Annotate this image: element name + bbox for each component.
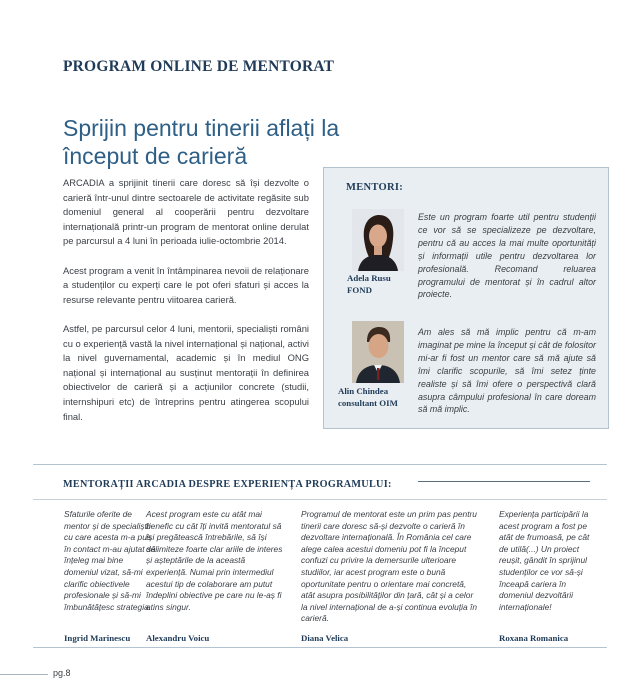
page-headline [63, 114, 383, 170]
divider [33, 499, 607, 500]
mentor-photo [352, 209, 404, 271]
testimonial [146, 509, 284, 643]
testimonial-author: Diana Velica [301, 633, 349, 643]
mentor-name-line: Alin Chindea [338, 386, 389, 396]
testimonial-text: Experiența participării la acest program a fost pe atât de frumoasă, pe cât de utilă(...) Un proiect reușit, gândit în sprijinul studenților ce vor să-și înceapă cariera în domeniul dezvoltării internaționale! [499, 509, 590, 612]
man-portrait-icon [352, 321, 404, 383]
testimonial-author: Roxana Romanica [499, 633, 569, 643]
mentor-quote: Am ales să mă implic pentru că m-am imaginat pe mine la început și cât de folositor mi-ar fi fost un mentor care să mă ajute să îmi clarific scopurile, să îmi setez ținte realiste și să îmi ofere o perspectivă clară asupra câmpului profesional în care doream să mă implic. [418, 327, 596, 415]
testimonial-text: Sfaturile oferite de mentor și de specialiștii cu care acesta m-a pus în contact m-au ajutat să înțeleg mai bine domeniul vizat, să-mi clarific obiectivele profesionale și să-mi îmbunătățesc strategia. [64, 509, 156, 612]
mentor-quote: Este un program foarte util pentru studenții ce vor să se specializeze pe dezvoltare, pentru că au acces la mai multe oportunități și informații utile pentru dezvoltarea lor profesională. Recomand reluarea programului de mentorat și în cadrul altor proiecte. [418, 212, 596, 300]
headline-line-2: început de carieră [63, 143, 248, 169]
mentor-name [347, 272, 391, 296]
footer-rule [0, 674, 48, 675]
testimonial-author: Alexandru Voicu [146, 633, 210, 643]
testimonial-text: Programul de mentorat este un prim pas pentru tinerii care doresc să-și dezvolte o carieră în dezvoltare internațională. În România cel care alege calea acestui domeniu pot fi la început confuzi cu privire la demersurile ulterioare studiilor, iar acest program este o bună oportunitate pentru o orientare mai concretă, atât asupra posibilităților din țară, cât și a celor la nivel internațional de a-și continua evoluția în carieră. [301, 509, 477, 624]
intro-paragraph: Acest program a venit în întâmpinarea nevoii de relaționare a studenților cu experți care le pot oferi sfaturi și acces la resurse relevante pentru viitoarea carieră. [63, 264, 309, 305]
mentor-card [342, 206, 598, 316]
intro-paragraph: Astfel, pe parcursul celor 4 luni, mentorii, specialiști români cu o experiență vastă la nivel internațional și național, activi la nivel guvernamental, academic și în mediul ONG național și internațional au susținut mentorații în definirea obiectivelor de carieră și a acțiunilor concrete (studii, internshipuri etc) de întreprins pentru atingerea scopului final. [63, 322, 309, 422]
mentor-name [338, 385, 398, 409]
testimonial [301, 509, 479, 643]
woman-portrait-icon [352, 209, 404, 271]
mentor-photo [352, 321, 404, 383]
headline-line-1: Sprijin pentru tinerii aflați la [63, 115, 340, 141]
testimonial [64, 509, 156, 643]
testimonial [499, 509, 595, 643]
mentees-box [33, 464, 607, 648]
testimonial-text: Acest program este cu atât mai benefic cu cât îți invită mentoratul să își pregătească întrebările, să își delimiteze foarte clar ariile de interes și așteptările de la această experiență. Numai prin intermediul acestui tip de colaborare am putut îndeplini obiective pe care nu le-aș fi atins singur. [146, 509, 283, 612]
intro-text [63, 176, 309, 439]
mentor-affiliation: consultant OIM [338, 398, 398, 408]
mentors-heading: MENTORI: [346, 182, 404, 193]
mentor-affiliation: FOND [347, 285, 372, 295]
mentor-name-line: Adela Rusu [347, 273, 391, 283]
mentees-heading: MENTORAȚII ARCADIA DESPRE EXPERIENȚA PROGRAMULUI: [63, 479, 392, 490]
section-title: PROGRAM ONLINE DE MENTORAT [63, 58, 335, 75]
intro-paragraph: ARCADIA a sprijinit tinerii care doresc să își dezvolte o carieră într-unul dintre sectoarele de activitate regăsite sub domeniul general al cooperării pentru dezvoltare internațională printr-un program de mentorat online derulat pe parcursul a 4 luni în perioada iulie-octombrie 2014. [63, 177, 309, 247]
page-number: pg.8 [53, 668, 71, 678]
testimonial-author: Ingrid Marinescu [64, 633, 131, 643]
mentor-card [338, 318, 598, 428]
mentors-box [323, 167, 609, 429]
